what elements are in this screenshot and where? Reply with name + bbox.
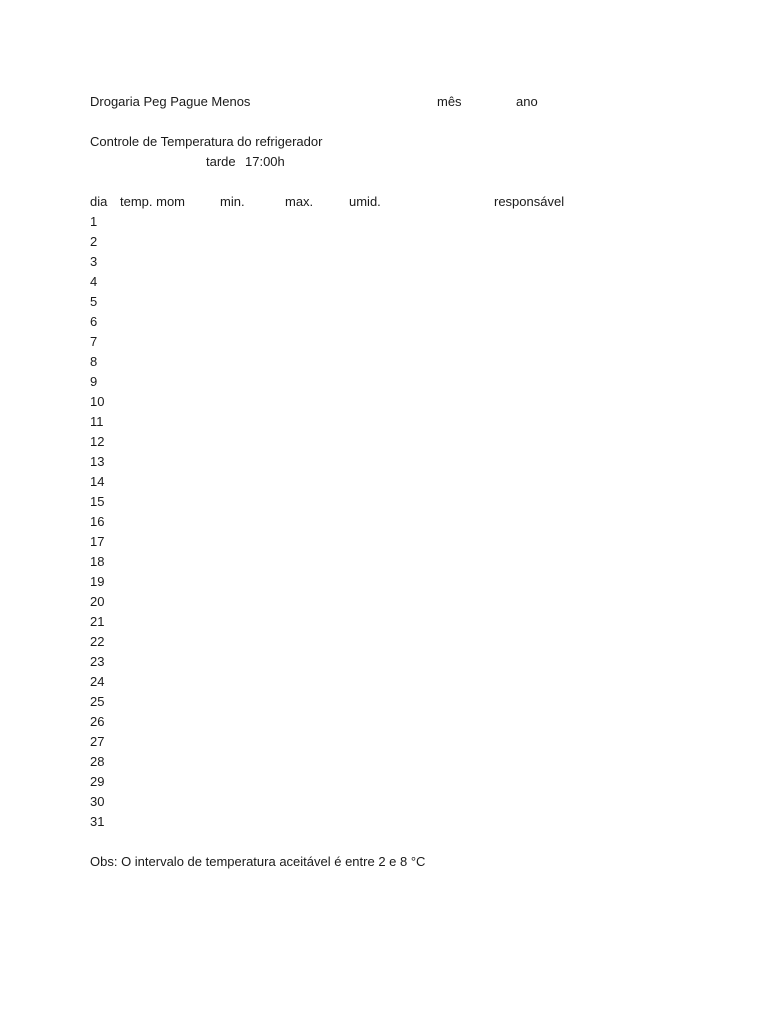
temperature-note: Obs: O intervalo de temperatura aceitável é entre 2 e 8 °C xyxy=(90,854,426,869)
day-row: 1 xyxy=(90,214,98,229)
day-row: 15 xyxy=(90,494,105,509)
column-header-min: min. xyxy=(220,194,245,209)
document-title: Controle de Temperatura do refrigerador xyxy=(90,134,323,149)
day-row: 28 xyxy=(90,754,105,769)
day-row: 10 xyxy=(90,394,105,409)
column-header-day: dia xyxy=(90,194,108,209)
day-row: 8 xyxy=(90,354,98,369)
day-row: 6 xyxy=(90,314,98,329)
column-header-temp: temp. mom xyxy=(120,194,186,209)
day-row: 20 xyxy=(90,594,105,609)
day-row: 23 xyxy=(90,654,105,669)
day-row: 2 xyxy=(90,234,98,249)
day-row: 3 xyxy=(90,254,98,269)
time-label: 17:00h xyxy=(245,154,285,169)
day-row: 25 xyxy=(90,694,105,709)
day-row: 24 xyxy=(90,674,105,689)
day-row: 9 xyxy=(90,374,98,389)
column-header-responsible: responsável xyxy=(494,194,565,209)
day-row: 12 xyxy=(90,434,105,449)
day-row: 21 xyxy=(90,614,105,629)
column-header-max: max. xyxy=(285,194,314,209)
day-row: 27 xyxy=(90,734,105,749)
day-row: 29 xyxy=(90,774,105,789)
year-label: ano xyxy=(516,94,538,109)
day-row: 17 xyxy=(90,534,105,549)
month-label: mês xyxy=(437,94,462,109)
day-row: 14 xyxy=(90,474,105,489)
day-row: 18 xyxy=(90,554,105,569)
column-header-humidity: umid. xyxy=(349,194,381,209)
period-label: tarde xyxy=(206,154,236,169)
day-row: 11 xyxy=(90,414,104,429)
company-name: Drogaria Peg Pague Menos xyxy=(90,94,251,109)
day-row: 26 xyxy=(90,714,105,729)
day-row: 7 xyxy=(90,334,98,349)
day-row: 22 xyxy=(90,634,105,649)
day-row: 31 xyxy=(90,814,105,829)
day-row: 16 xyxy=(90,514,105,529)
day-row: 13 xyxy=(90,454,105,469)
day-row: 19 xyxy=(90,574,105,589)
day-row: 4 xyxy=(90,274,98,289)
day-row: 5 xyxy=(90,294,98,309)
day-list xyxy=(90,214,104,834)
day-row: 30 xyxy=(90,794,105,809)
